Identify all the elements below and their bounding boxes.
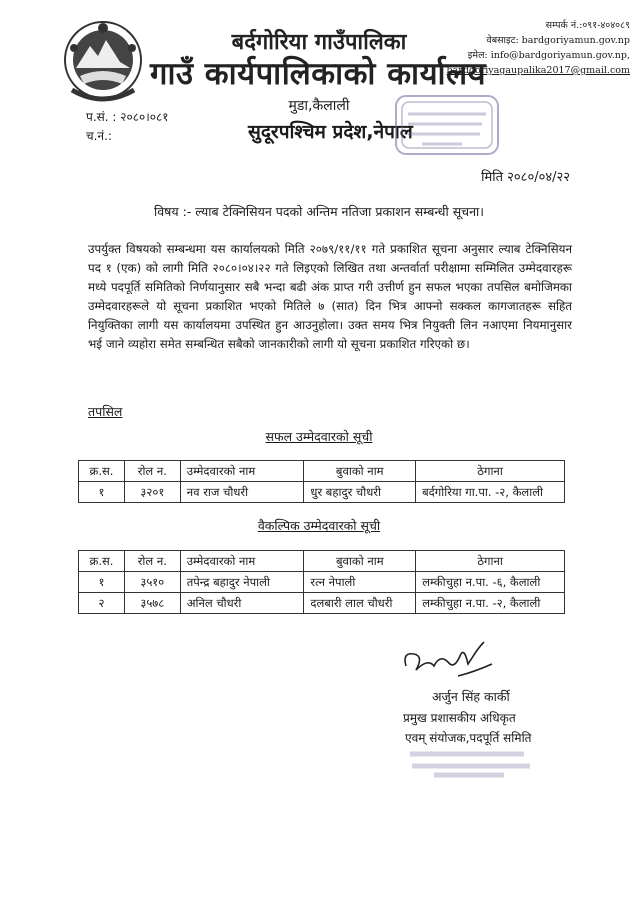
table-header-row [79, 551, 565, 572]
office-stamp [392, 92, 502, 158]
cell-candidate-name: अनिल चौधरी [180, 593, 304, 614]
contact-phone: सम्पर्क नं.:०९१-४०४०८९ [545, 20, 630, 31]
contact-website: वेबसाइट: bardgoriyamun.gov.np [486, 35, 630, 46]
handwritten-signature [398, 636, 498, 684]
cell-serial: १ [79, 482, 125, 503]
cell-candidate-name: तपेन्द्र बहादुर नेपाली [180, 572, 304, 593]
contact-block [447, 18, 630, 78]
signatory-role-secondary: एवम् संयोजक,पदपूर्ति समिति [405, 731, 532, 745]
contact-email: इमेल: info@bardgoriyamun.gov.np, [467, 50, 630, 61]
col-roll: रोल न. [124, 461, 180, 482]
col-candidate-name: उम्मेदवारको नाम [180, 461, 304, 482]
col-father-name: बुवाको नाम [304, 551, 416, 572]
address-line-1: मुडा,कैलाली [288, 98, 350, 114]
cell-roll: ३५१० [124, 572, 180, 593]
cell-candidate-name: नव राज चौधरी [180, 482, 304, 503]
col-serial: क्र.स. [79, 461, 125, 482]
signatory-name: अर्जुन सिंह कार्की [432, 689, 510, 704]
col-address: ठेगाना [416, 551, 565, 572]
successful-candidates-table [78, 460, 565, 503]
cell-father-name: रत्न नेपाली [304, 572, 416, 593]
municipality-name: बर्दगोरिया गाउँपालिका [231, 30, 407, 55]
reference-number: प.सं. : २०८०।०८१ [86, 110, 169, 124]
cell-roll: ३२०१ [124, 482, 180, 503]
signatory-stamp [404, 742, 536, 778]
office-name: गाउँ कार्यपालिकाको कार्यालय [150, 56, 487, 92]
notice-body: उपर्युक्त विषयको सम्बन्धमा यस कार्यालयको मिति २०७९/११/११ गते प्रकाशित सूचना अनुसार ल्याब टेक्निसियन पद १ (एक) को लागी मिति २०८०।०४।२२ गते लिइएको लिखित तथा अन्तर्वार्ता परीक्षामा सम्मिलित उम्मेदवारहरू मध्ये पदपूर्ति समितिको निर्णयानुसार सबै भन्दा बढी अंक प्राप्त गरी उत्तीर्ण हुन सफल भएका तपसिल बमोजिमका उम्मेदवारहरूले यो सूचना प्रकाशित भएको मितिले ७ (सात) दिन भित्र आफ्नो सक्कल कागजातहरू सहित नियुक्तिका लागी यस कार्यालयमा उपस्थित हुन आउनुहोला। उक्त समय भित्र नियुक्ती लिन नआएमा नियमानुसार भई जाने व्यहोरा समेत सम्बन्धित सबैको जानकारीको लागी यो सूचना प्रकाशित गरिएको छ। [88, 242, 572, 351]
successful-list-title: सफल उम्मेदवारको सूची [265, 429, 373, 444]
dispatch-number: च.नं.: [86, 129, 112, 143]
details-heading: तपसिल [88, 404, 123, 419]
cell-serial: २ [79, 593, 125, 614]
cell-roll: ३५७८ [124, 593, 180, 614]
table-row [79, 482, 565, 503]
cell-father-name: दलबारी लाल चौधरी [304, 593, 416, 614]
cell-address: लम्कीचुहा न.पा. -६, कैलाली [416, 572, 565, 593]
cell-address: बर्दगोरिया गा.पा. -२, कैलाली [416, 482, 565, 503]
col-address: ठेगाना [416, 461, 565, 482]
col-serial: क्र.स. [79, 551, 125, 572]
col-candidate-name: उम्मेदवारको नाम [180, 551, 304, 572]
notice-subject: विषय :- ल्याब टेक्निसियन पदको अन्तिम नतिजा प्रकाशन सम्बन्धी सूचना। [153, 204, 485, 219]
col-father-name: बुवाको नाम [304, 461, 416, 482]
contact-email-alt: bardgoriyagaupalika2017@gmail.com [446, 65, 630, 76]
alternate-list-title: वैकल्पिक उम्मेदवारको सूची [257, 518, 381, 533]
notice-date: मिति २०८०/०४/२२ [481, 170, 570, 185]
table-row [79, 572, 565, 593]
cell-address: लम्कीचुहा न.पा. -२, कैलाली [416, 593, 565, 614]
table-header-row [79, 461, 565, 482]
signatory-role: प्रमुख प्रशासकीय अधिकृत [403, 711, 516, 725]
cell-serial: १ [79, 572, 125, 593]
address-line-2: सुदूरपश्चिम प्रदेश,नेपाल [248, 121, 413, 143]
cell-father-name: धुर बहादुर चौधरी [304, 482, 416, 503]
table-row [79, 593, 565, 614]
col-roll: रोल न. [124, 551, 180, 572]
alternate-candidates-table [78, 550, 565, 614]
